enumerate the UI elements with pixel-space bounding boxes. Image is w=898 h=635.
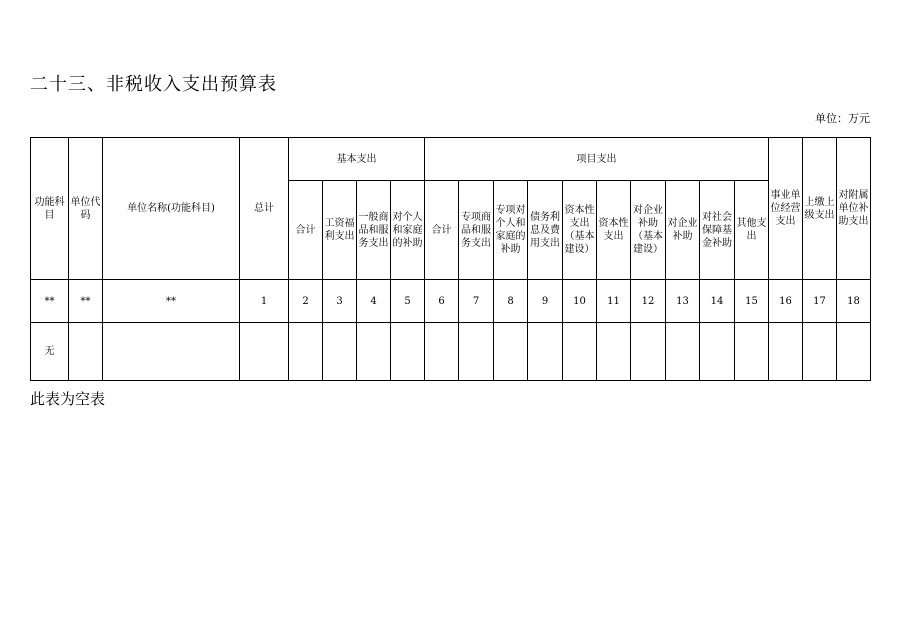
header-row-1 — [31, 138, 871, 181]
header-proj-enterprise-basic: 对企业补助（基本建设） — [631, 181, 666, 280]
budget-table — [30, 137, 871, 381]
header-basic-wages: 工资福利支出 — [323, 181, 357, 280]
data-cell — [563, 323, 597, 381]
header-basic-goods: 一般商品和服务支出 — [357, 181, 391, 280]
header-proj-capital: 资本性支出 — [597, 181, 631, 280]
empty-table-note: 此表为空表 — [30, 390, 106, 408]
table-row — [31, 323, 871, 381]
index-cell: 15 — [735, 280, 769, 323]
data-cell — [597, 323, 631, 381]
data-cell — [69, 323, 103, 381]
index-cell: 16 — [769, 280, 803, 323]
data-cell — [240, 323, 289, 381]
header-proj-personal: 专项对个人和家庭的补助 — [494, 181, 528, 280]
data-cell — [103, 323, 240, 381]
header-proj-total: 合计 — [425, 181, 459, 280]
header-total: 总计 — [240, 138, 289, 280]
header-proj-debt: 债务利息及费用支出 — [528, 181, 563, 280]
data-cell — [459, 323, 494, 381]
data-cell — [666, 323, 700, 381]
data-cell — [837, 323, 871, 381]
index-cell: 12 — [631, 280, 666, 323]
index-cell: ** — [69, 280, 103, 323]
data-cell — [803, 323, 837, 381]
index-cell: 8 — [494, 280, 528, 323]
data-cell — [700, 323, 735, 381]
index-cell: 2 — [289, 280, 323, 323]
header-basic-group: 基本支出 — [289, 138, 425, 181]
unit-label: 单位：万元 — [815, 112, 870, 125]
page-title: 二十三、非税收入支出预算表 — [30, 74, 277, 95]
header-unit-code: 单位代码 — [69, 138, 103, 280]
index-row — [31, 280, 871, 323]
header-proj-capital-basic: 资本性支出（基本建设） — [563, 181, 597, 280]
index-cell: ** — [103, 280, 240, 323]
header-proj-other: 其他支出 — [735, 181, 769, 280]
data-cell — [357, 323, 391, 381]
header-basic-total: 合计 — [289, 181, 323, 280]
header-subsidiary: 对附属单位补助支出 — [837, 138, 871, 280]
header-superior: 上缴上级支出 — [803, 138, 837, 280]
data-cell — [769, 323, 803, 381]
index-cell: 14 — [700, 280, 735, 323]
index-cell: 7 — [459, 280, 494, 323]
header-business: 事业单位经营支出 — [769, 138, 803, 280]
header-proj-goods: 专项商品和服务支出 — [459, 181, 494, 280]
header-proj-social: 对社会保障基金补助 — [700, 181, 735, 280]
data-cell — [735, 323, 769, 381]
header-func-code: 功能科目 — [31, 138, 69, 280]
index-cell: 18 — [837, 280, 871, 323]
index-cell: ** — [31, 280, 69, 323]
index-cell: 9 — [528, 280, 563, 323]
data-cell — [631, 323, 666, 381]
index-cell: 5 — [391, 280, 425, 323]
index-cell: 4 — [357, 280, 391, 323]
header-project-group: 项目支出 — [425, 138, 769, 181]
index-cell: 1 — [240, 280, 289, 323]
header-unit-name: 单位名称(功能科目) — [103, 138, 240, 280]
data-cell — [391, 323, 425, 381]
index-cell: 3 — [323, 280, 357, 323]
header-proj-enterprise: 对企业补助 — [666, 181, 700, 280]
data-cell — [494, 323, 528, 381]
header-basic-personal: 对个人和家庭的补助 — [391, 181, 425, 280]
index-cell: 13 — [666, 280, 700, 323]
index-cell: 6 — [425, 280, 459, 323]
data-cell — [323, 323, 357, 381]
data-cell — [425, 323, 459, 381]
index-cell: 17 — [803, 280, 837, 323]
index-cell: 11 — [597, 280, 631, 323]
data-cell — [289, 323, 323, 381]
index-cell: 10 — [563, 280, 597, 323]
data-cell-func-code: 无 — [31, 323, 69, 381]
data-cell — [528, 323, 563, 381]
